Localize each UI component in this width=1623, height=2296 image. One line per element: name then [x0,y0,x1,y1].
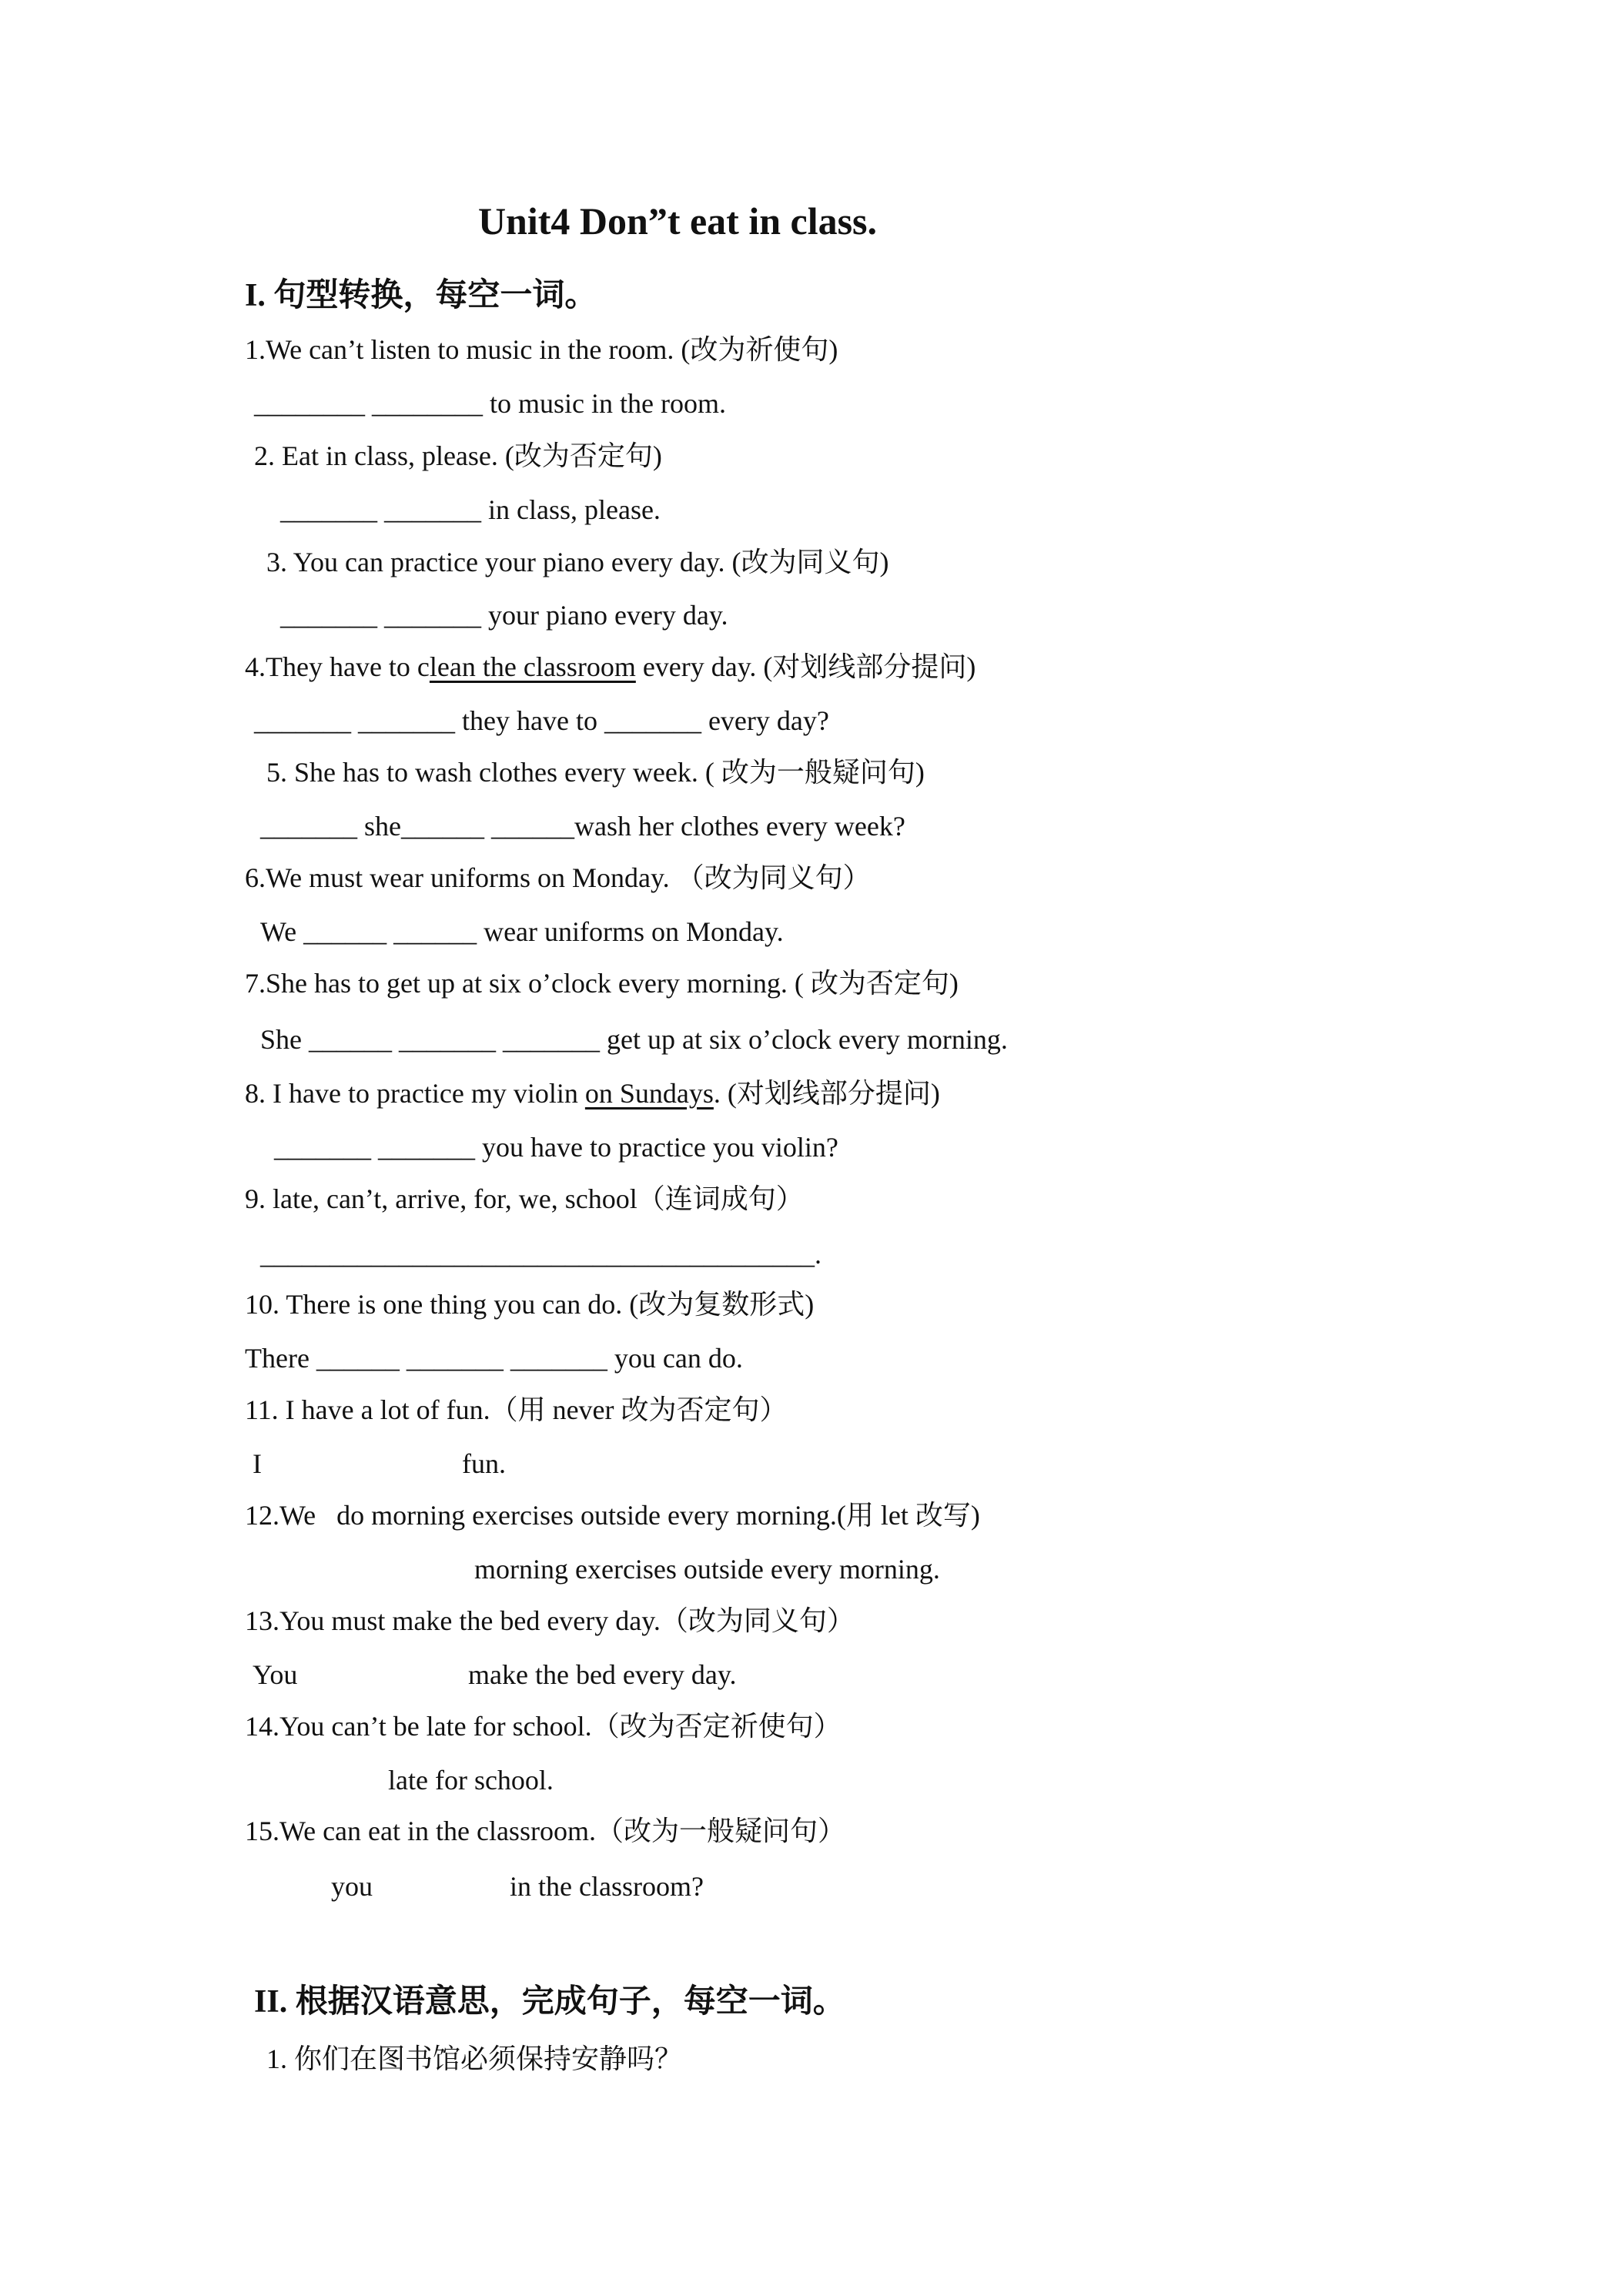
section-1-heading: I. 句型转换，每空一词。 [245,278,597,313]
question-8-instruction: . (对划线部分提问) [713,1078,940,1109]
question-9: 9. late, can’t, arrive, for, we, school（连词成句） [245,1183,804,1214]
question-4 [245,653,975,681]
answer-10: There ______ _______ _______ you can do. [245,1343,743,1374]
answer-15-subject: you [331,1871,373,1902]
answer-15-rest: in the classroom? [510,1871,704,1902]
question-4-text: 4.They have to c [245,651,430,682]
question-8 [245,1079,940,1107]
answer-7: She ______ _______ _______ get up at six o’clock every morning. [260,1024,1008,1055]
answer-8: _______ _______ you have to practice you violin? [274,1132,838,1163]
question-1: 1.We can’t listen to music in the room. (改为祈使句) [245,334,838,365]
question-11: 11. I have a lot of fun.（用 never 改为否定句） [245,1394,788,1425]
answer-5: _______ she______ ______wash her clothes every week? [260,811,905,842]
section-2-question-1: 1. 你们在图书馆必须保持安静吗？ [266,2043,683,2074]
question-15: 15.We can eat in the classroom.（改为一般疑问句） [245,1816,845,1846]
answer-9: ________________________________________. [260,1239,822,1270]
section-2-heading: II. 根据汉语意思，完成句子，每空一词。 [254,1984,845,2020]
answer-2: _______ _______ in class, please. [280,494,661,525]
question-7: 7.She has to get up at six o’clock every morning. ( 改为否定句) [245,968,959,999]
answer-12: morning exercises outside every morning. [474,1554,940,1585]
answer-3: _______ _______ your piano every day. [280,600,728,631]
question-5: 5. She has to wash clothes every week. ( 改为一般疑问句) [266,757,925,788]
question-8-underlined: on Sundays [584,1078,714,1109]
page-title: Unit4 Don”t eat in class. [477,199,878,243]
answer-11-rest: fun. [462,1448,506,1479]
answer-13-rest: make the bed every day. [468,1659,737,1690]
answer-14: late for school. [388,1765,554,1796]
question-4-underlined: lean the classroom [429,651,636,682]
question-10: 10. There is one thing you can do. (改为复数形式) [245,1289,815,1320]
question-13: 13.You must make the bed every day.（改为同义句） [245,1605,855,1636]
answer-1: ________ ________ to music in the room. [254,388,726,419]
question-2: 2. Eat in class, please. (改为否定句) [254,440,662,471]
answer-13-subject: You [253,1659,298,1690]
answer-4: _______ _______ they have to _______ every day? [254,705,829,736]
question-12: 12.We do morning exercises outside every morning.(用 let 改写) [245,1500,980,1531]
question-6: 6.We must wear uniforms on Monday. （改为同义句） [245,862,871,893]
question-8-text: 8. I have to practice my violin [245,1078,585,1109]
question-14: 14.You can’t be late for school.（改为否定祈使句） [245,1711,842,1742]
answer-11-subject: I [253,1448,262,1479]
question-3: 3. You can practice your piano every day. (改为同义句) [266,547,889,577]
answer-6: We ______ ______ wear uniforms on Monday. [260,916,784,947]
question-4-instruction: every day. (对划线部分提问) [635,651,976,682]
